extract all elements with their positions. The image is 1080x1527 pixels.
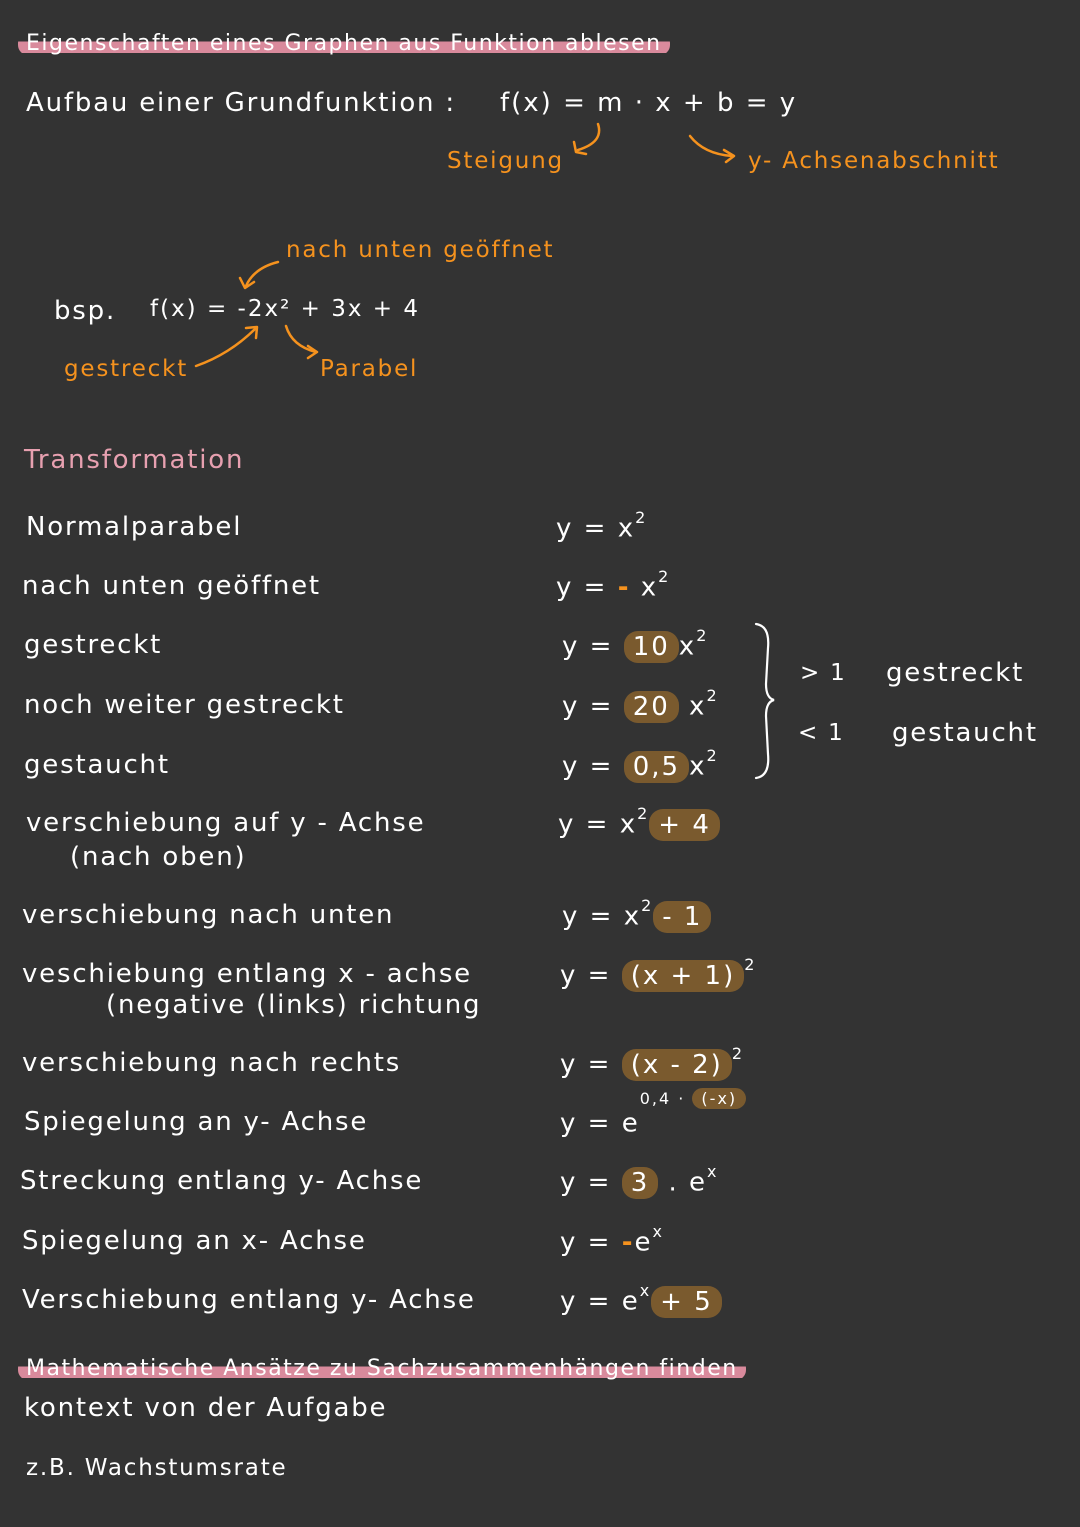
highlight-shift: (x + 1) xyxy=(622,960,745,992)
row-label-spiegelung-x: Spiegelung an x- Achse xyxy=(22,1226,367,1256)
bsp-label: bsp. xyxy=(54,296,117,326)
row-label-verschiebung-rechts: verschiebung nach rechts xyxy=(22,1048,402,1078)
highlight-mirror: (-x) xyxy=(692,1088,746,1109)
achsenabschnitt-label: y- Achsenabschnitt xyxy=(748,148,1000,174)
highlight-minus: - xyxy=(617,572,631,603)
example-formula: f(x) = -2x² + 3x + 4 xyxy=(150,296,420,322)
row-formula-nach-unten: y = - $x^2$ xyxy=(556,567,671,603)
section-heading-graph-properties: Eigenschaften eines Graphen aus Funktion ablesen xyxy=(18,33,670,55)
row-label-spiegelung-y: Spiegelung an y- Achse xyxy=(24,1107,369,1137)
parabel-annotation: Parabel xyxy=(320,356,419,382)
steigung-label: Steigung xyxy=(447,148,564,174)
row-sublabel-verschiebung-x: (negative (links) richtung xyxy=(106,990,482,1020)
row-formula-verschiebung-y: $y = x^2 + 4$ xyxy=(558,808,720,840)
bracket-gestaucht-label: gestaucht xyxy=(892,718,1038,748)
row-formula-normalparabel: $y = x^2$ xyxy=(556,508,648,544)
highlight-shift: - 1 xyxy=(653,901,711,933)
bracket-gestreckt-label: gestreckt xyxy=(886,658,1025,688)
highlight-shift: + 5 xyxy=(651,1286,722,1318)
row-formula-verschiebung-unten: $y = x^2 - 1$ xyxy=(562,900,711,932)
grundfunktion-formula: f(x) = m · x + b = y xyxy=(500,88,798,118)
row-formula-noch-weiter: y = 20 $x^2$ xyxy=(562,686,719,722)
row-formula-gestaucht: y = 0,5 $x^2$ xyxy=(562,746,719,782)
row-formula-verschiebung-rechts: y = (x - 2) $^2$ xyxy=(560,1044,745,1080)
row-label-noch-weiter: noch weiter gestreckt xyxy=(24,690,345,720)
row-sublabel-verschiebung-y: (nach oben) xyxy=(70,842,247,872)
row-label-verschiebung-unten: verschiebung nach unten xyxy=(22,900,395,930)
row-formula-verschiebung-x: y = (x + 1) $^2$ xyxy=(560,955,757,991)
row-formula-verschiebung-entlang-y: $y = e^x + 5$ xyxy=(560,1285,722,1317)
row-label-verschiebung-y: verschiebung auf y - Achse xyxy=(26,808,426,838)
highlight-factor: 20 xyxy=(624,691,679,723)
grundfunktion-label: Aufbau einer Grundfunktion : xyxy=(26,88,456,118)
row-label-streckung-y: Streckung entlang y- Achse xyxy=(20,1166,424,1196)
row-label-nach-unten: nach unten geöffnet xyxy=(22,571,321,601)
highlight-factor: 0,5 xyxy=(624,751,689,783)
row-formula-spiegelung-x: $y = -e^x$ xyxy=(560,1222,664,1258)
row-formula-gestreckt: y = 10 $x^2$ xyxy=(562,626,709,662)
row-label-gestreckt: gestreckt xyxy=(24,630,163,660)
example-wachstumsrate: z.B. Wachstumsrate xyxy=(26,1455,288,1481)
highlight-shift: + 4 xyxy=(649,809,720,841)
highlight-factor: 10 xyxy=(624,631,679,663)
row-formula-streckung-y: y = 3 . $e^x$ xyxy=(560,1162,719,1198)
highlight-minus: - xyxy=(621,1227,635,1258)
row-label-gestaucht: gestaucht xyxy=(24,750,170,780)
kontext-line: kontext von der Aufgabe xyxy=(24,1393,388,1423)
row-label-normalparabel: Normalparabel xyxy=(26,512,243,542)
bracket-lt-one: < 1 xyxy=(798,720,845,746)
bracket-gt-one: > 1 xyxy=(800,660,847,686)
highlight-shift: (x - 2) xyxy=(622,1049,732,1081)
row-label-verschiebung-entlang-y: Verschiebung entlang y- Achse xyxy=(22,1285,476,1315)
highlight-factor: 3 xyxy=(622,1167,659,1199)
row-label-verschiebung-x: veschiebung entlang x - achse xyxy=(22,959,472,989)
row-formula-spiegelung-y: $y = e^{0,4 \cdot (-x)}$ xyxy=(560,1107,746,1139)
section-heading-mathematische-ansaetze: Mathematische Ansätze zu Sachzusammenhängen finden xyxy=(18,1358,746,1380)
gestreckt-annotation: gestreckt xyxy=(64,356,189,382)
nach-unten-label: nach unten geöffnet xyxy=(286,237,555,263)
transformation-heading: Transformation xyxy=(24,445,245,475)
